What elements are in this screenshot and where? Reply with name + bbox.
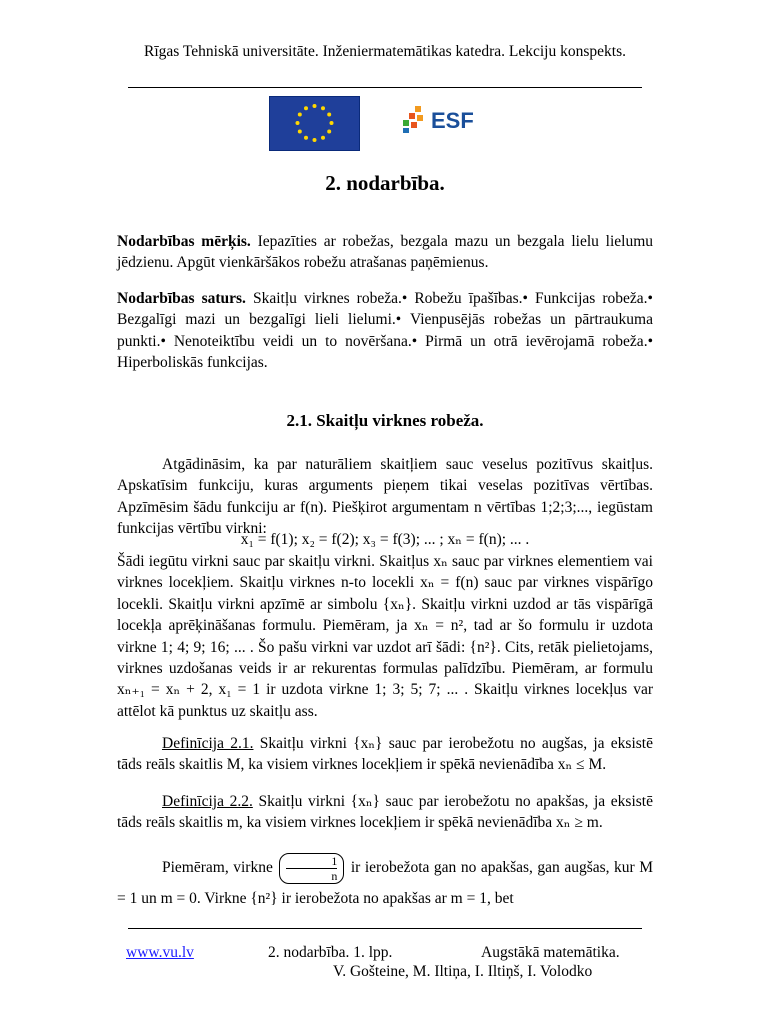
body-paragraph-2: Šādi iegūtu virkni sauc par skaitļu virkni. Skaitļus xₙ sauc par virknes elementiem vai virknes locekļiem. Skaitļu virknes n-to locekli xₙ = f(n) sauc par virknes vispārīgo locekli. Skaitļu virkni apzīmē ar simbolu {xₙ}. Skaitļu virkni uzdod ar tās vispārīgā locekļa aprēķināšanas formulu. Piemēram, ja xₙ = n², tad ar šo formulu ir uzdota virkne 1; 4; 9; 16; ... . Šo pašu virkni var uzdot arī šādi: {n²}. Cits, retāk pielietojams, virknes uzdošanas veids ir ar rekurentas formulas palīdzību. Piemēram, ar formulu xₙ₊₁ = xₙ + 2, x₁ = 1 ir uzdota virkne 1; 3; 5; 7; ... . Skaitļu virknes locekļus var attēlot kā punktus uz skaitļu ass. <box>117 553 653 720</box>
esf-logo <box>403 104 483 134</box>
footer-divider <box>128 928 642 929</box>
body-paragraph-1: Atgādināsim, ka par naturāliem skaitļiem sauc veselus pozitīvus skaitļus. Apskatīsim funkciju, kuras arguments pieņem tikai veselas pozitīvas vērtības. Apzīmēsim šādu funkciju ar f(n). Piešķirot argumentam n vērtības 1;2;3;..., iegūstam funkcijas vērtību virkni: <box>117 456 653 538</box>
formula-line: x₁ = f(1); x₂ = f(2); x₃ = f(3); ... ; xₙ = f(n); ... . <box>240 531 530 548</box>
footer-authors: V. Gošteine, M. Iltiņa, I. Iltiņš, I. Volodko <box>333 963 593 980</box>
definition-2-1 <box>117 733 653 776</box>
page-title: 2. nodarbība. <box>325 171 445 195</box>
section-title: 2.1. Skaitļu virknes robeža. <box>286 411 484 430</box>
paragraph-3-start: Piemēram, virkne <box>162 859 273 877</box>
footer-page-number: 2. nodarbība. 1. lpp. <box>268 944 393 961</box>
footer-link[interactable]: www.vu.lv <box>126 944 194 961</box>
page-header: Rīgas Tehniskā universitāte. Inženiermatemātikas katedra. Lekciju konspekts. <box>144 43 626 60</box>
body-paragraph-3 <box>117 853 653 914</box>
content-paragraph <box>117 288 653 374</box>
definition-2-2-text: Skaitļu virkni {xₙ} sauc par ierobežotu no apakšas, ja eksistē tāds reāls skaitlis m, ka visiem virknes locekļiem ir spēkā nevienādība xₙ ≥ m. <box>117 793 653 832</box>
footer-course: Augstākā matemātika. <box>481 944 620 961</box>
definition-2-2-label: Definīcija 2.2. <box>162 793 253 810</box>
definition-2-2 <box>117 791 653 834</box>
goal-label: Nodarbības mērķis. <box>117 233 251 250</box>
esf-text: ESF <box>431 108 474 133</box>
definition-2-1-label: Definīcija 2.1. <box>162 735 254 752</box>
fraction-denominator: n <box>286 868 337 883</box>
goal-paragraph <box>117 231 653 274</box>
fraction-numerator: 1 <box>331 854 338 868</box>
eu-flag-logo <box>269 96 360 151</box>
content-text: Skaitļu virknes robeža.• Robežu īpašības.• Funkcijas robeža.• Bezgalīgi mazi un bezgalīgi lieli lielumi.• Vienpusējās robežas un pārtraukuma punkti.• Nenoteiktību veidi un to novēršana.• Pirmā un otrā ievērojamā robeža.• Hiperboliskās funkcijas. <box>117 290 653 372</box>
definition-2-1-text: Skaitļu virkni {xₙ} sauc par ierobežotu no augšas, ja eksistē tāds reāls skaitlis M, ka visiem virknes locekļiem ir spēkā nevienādība xₙ ≤ M. <box>117 735 653 774</box>
content-label: Nodarbības saturs. <box>117 290 246 307</box>
fraction-1-over-n <box>279 853 344 884</box>
paragraph-3-end: ir ierobežota gan no apakšas, gan augšas, kur M = 1 un m = 0. Virkne {n²} ir ierobežota no apakšas ar m = 1, bet <box>117 859 653 907</box>
esf-mark-icon <box>403 106 423 133</box>
header-divider <box>128 87 642 88</box>
goal-text: Iepazīties ar robežas, bezgala mazu un bezgala lielu lielumu jēdzienu. Apgūt vienkāršākos robežu atrašanas paņēmienus. <box>117 233 654 272</box>
eu-stars-icon <box>269 96 360 151</box>
